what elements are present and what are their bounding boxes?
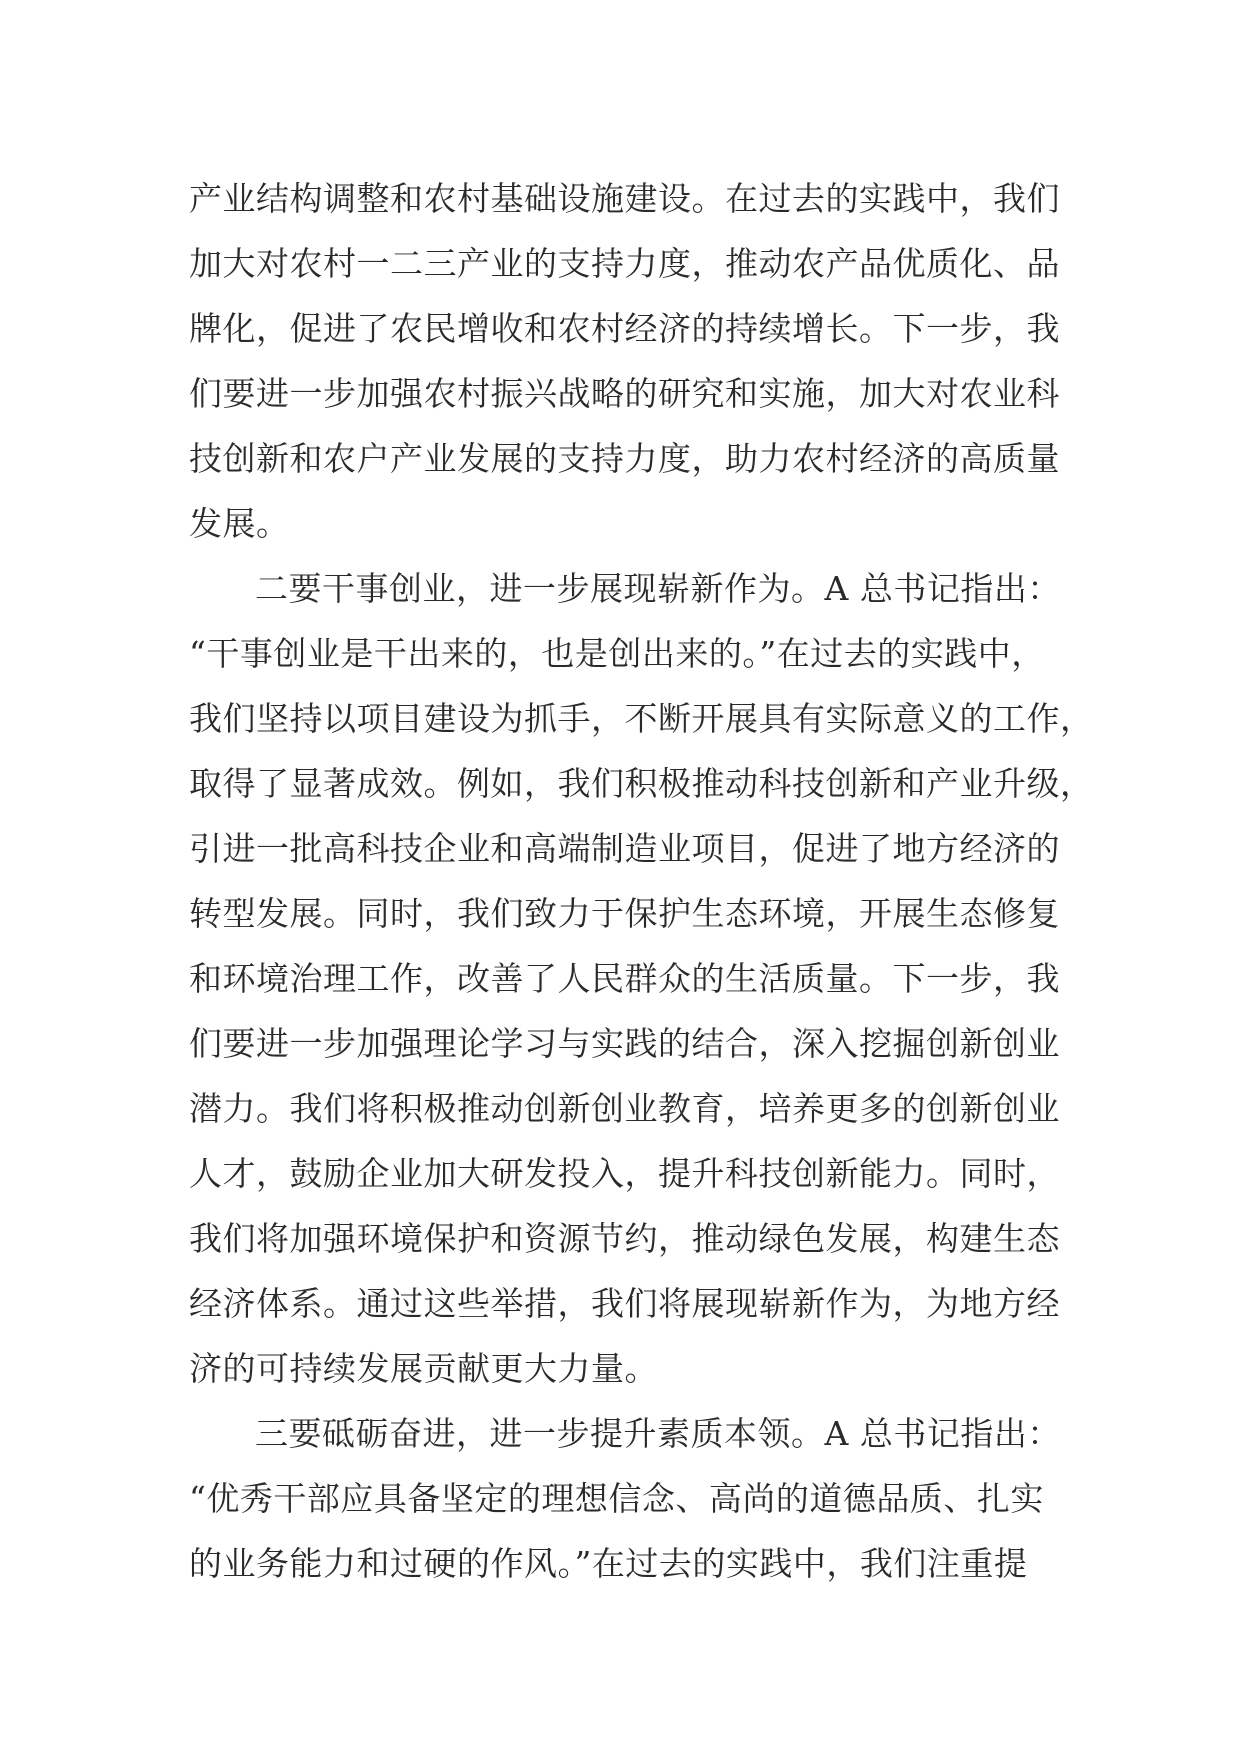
text-line: 发展。 bbox=[189, 504, 290, 543]
text-line: 引进一批高科技企业和高端制造业项目，促进了地方经济的 bbox=[189, 829, 1060, 868]
text-line: 的业务能力和过硬的作风。”在过去的实践中，我们注重提 bbox=[189, 1544, 1028, 1583]
text-line: 牌化，促进了农民增收和农村经济的持续增长。下一步，我 bbox=[189, 309, 1060, 348]
text-line: 技创新和农户产业发展的支持力度，助力农村经济的高质量 bbox=[189, 439, 1060, 478]
body-text bbox=[189, 166, 1094, 1596]
text-line: 三要砥砺奋进，进一步提升素质本领。A 总书记指出： bbox=[255, 1414, 1061, 1453]
text-line: 济的可持续发展贡献更大力量。 bbox=[189, 1349, 658, 1388]
paragraph-3 bbox=[189, 1401, 1061, 1596]
text-line: 潜力。我们将积极推动创新创业教育，培养更多的创新创业 bbox=[189, 1089, 1060, 1128]
text-line: 我们坚持以项目建设为抓手，不断开展具有实际意义的工作， bbox=[189, 699, 1094, 738]
text-line: 取得了显著成效。例如，我们积极推动科技创新和产业升级， bbox=[189, 764, 1094, 803]
paragraph-1 bbox=[189, 166, 1060, 556]
text-line: 转型发展。同时，我们致力于保护生态环境，开展生态修复 bbox=[189, 894, 1060, 933]
text-line: “干事创业是干出来的，也是创出来的。”在过去的实践中， bbox=[189, 634, 1045, 673]
text-line: 加大对农村一二三产业的支持力度，推动农产品优质化、品 bbox=[189, 244, 1060, 283]
text-line: 我们将加强环境保护和资源节约，推动绿色发展，构建生态 bbox=[189, 1219, 1060, 1258]
text-line: 们要进一步加强理论学习与实践的结合，深入挖掘创新创业 bbox=[189, 1024, 1060, 1063]
text-line: 们要进一步加强农村振兴战略的研究和实施，加大对农业科 bbox=[189, 374, 1060, 413]
paragraph-2 bbox=[189, 556, 1094, 1401]
text-line: 经济体系。通过这些举措，我们将展现崭新作为，为地方经 bbox=[189, 1284, 1060, 1323]
text-line: 二要干事创业，进一步展现崭新作为。A 总书记指出： bbox=[255, 569, 1061, 608]
text-line: 和环境治理工作，改善了人民群众的生活质量。下一步，我 bbox=[189, 959, 1060, 998]
text-line: 产业结构调整和农村基础设施建设。在过去的实践中，我们 bbox=[189, 179, 1060, 218]
text-line: 人才，鼓励企业加大研发投入，提升科技创新能力。同时， bbox=[189, 1154, 1060, 1193]
text-line: “优秀干部应具备坚定的理想信念、高尚的道德品质、扎实 bbox=[189, 1479, 1044, 1518]
